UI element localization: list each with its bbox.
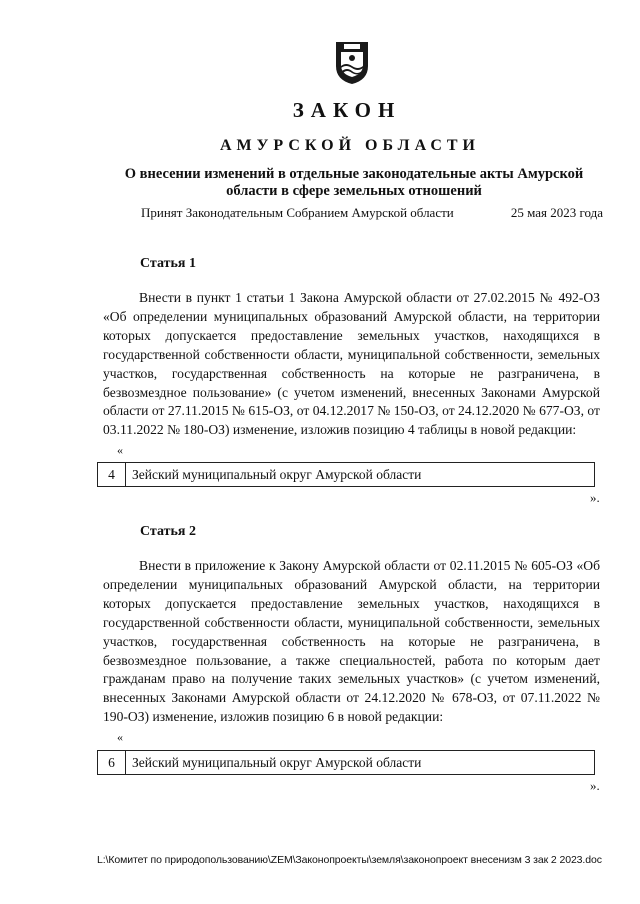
row-name: Зейский муниципальный округ Амурской области bbox=[132, 466, 422, 482]
article-1-text: Внести в пункт 1 статьи 1 Закона Амурской области от 27.02.2015 № 492-ОЗ «Об определении муниципальных образований Амурской области, на территории которых допускается предоставление земельных участков, находящихся в государственной собственности области, муниципальной собственности, земельных участков, государственная собственность на которые не разграничена, в безвозмездное пользование» (с учетом изменений, внесенных Законами Амурской области от 27.11.2015 № 615-ОЗ, от 04.12.2017 № 150-ОЗ, от 24.12.2020 № 677-ОЗ, от 03.11.2022 № 180-ОЗ) изменение, изложив позицию 4 таблицы в новой редакции: bbox=[103, 290, 600, 438]
file-path-footer: L:\Комитет по природопользованию\ZEM\Законопроекты\земля\законопроект внесенизм 3 зак 2 2023.doc bbox=[97, 854, 602, 866]
article-1-quote-open: « bbox=[117, 443, 123, 457]
article-1-heading: Статья 1 bbox=[140, 256, 196, 271]
article-1-quote-close: ». bbox=[590, 490, 600, 505]
adoption-line bbox=[141, 205, 603, 221]
region-title: АМУРСКОЙ ОБЛАСТИ bbox=[220, 137, 480, 154]
article-2-quote-open: « bbox=[117, 730, 123, 744]
law-title: ЗАКОН bbox=[292, 98, 402, 122]
row-name: Зейский муниципальный округ Амурской области bbox=[132, 754, 422, 770]
adopted-date: 25 мая 2023 года bbox=[510, 205, 603, 220]
article-2-table-row bbox=[97, 750, 595, 775]
article-2-text: Внести в приложение к Закону Амурской области от 02.11.2015 № 605-ОЗ «Об определении муниципальных образований Амурской области, на территории которых допускается предоставление земельных участков, находящихся в государственной собственности области, муниципальной собственности, земельных участков, государственная собственность на которые не разграничена, в безвозмездное пользование, а также специальностей, работа по которым дает гражданам право на получение таких земельных участков» (с учетом изменений, внесенных Законами Амурской области от 24.12.2020 № 678-ОЗ, от 07.11.2022 № 190-ОЗ) изменение, изложив позицию 6 в новой редакции: bbox=[103, 558, 600, 725]
adopted-by: Принят Законодательным Собранием Амурской области bbox=[141, 205, 454, 220]
coat-of-arms-icon bbox=[330, 38, 374, 86]
article-2-quote-close: ». bbox=[590, 778, 600, 793]
row-number: 4 bbox=[98, 463, 126, 486]
article-2-heading: Статья 2 bbox=[140, 524, 196, 539]
row-number: 6 bbox=[98, 751, 126, 774]
law-subject: О внесении изменений в отдельные законодательные акты Амурской области в сфере земельных отношений bbox=[124, 166, 584, 199]
article-1-table-row bbox=[97, 462, 595, 487]
